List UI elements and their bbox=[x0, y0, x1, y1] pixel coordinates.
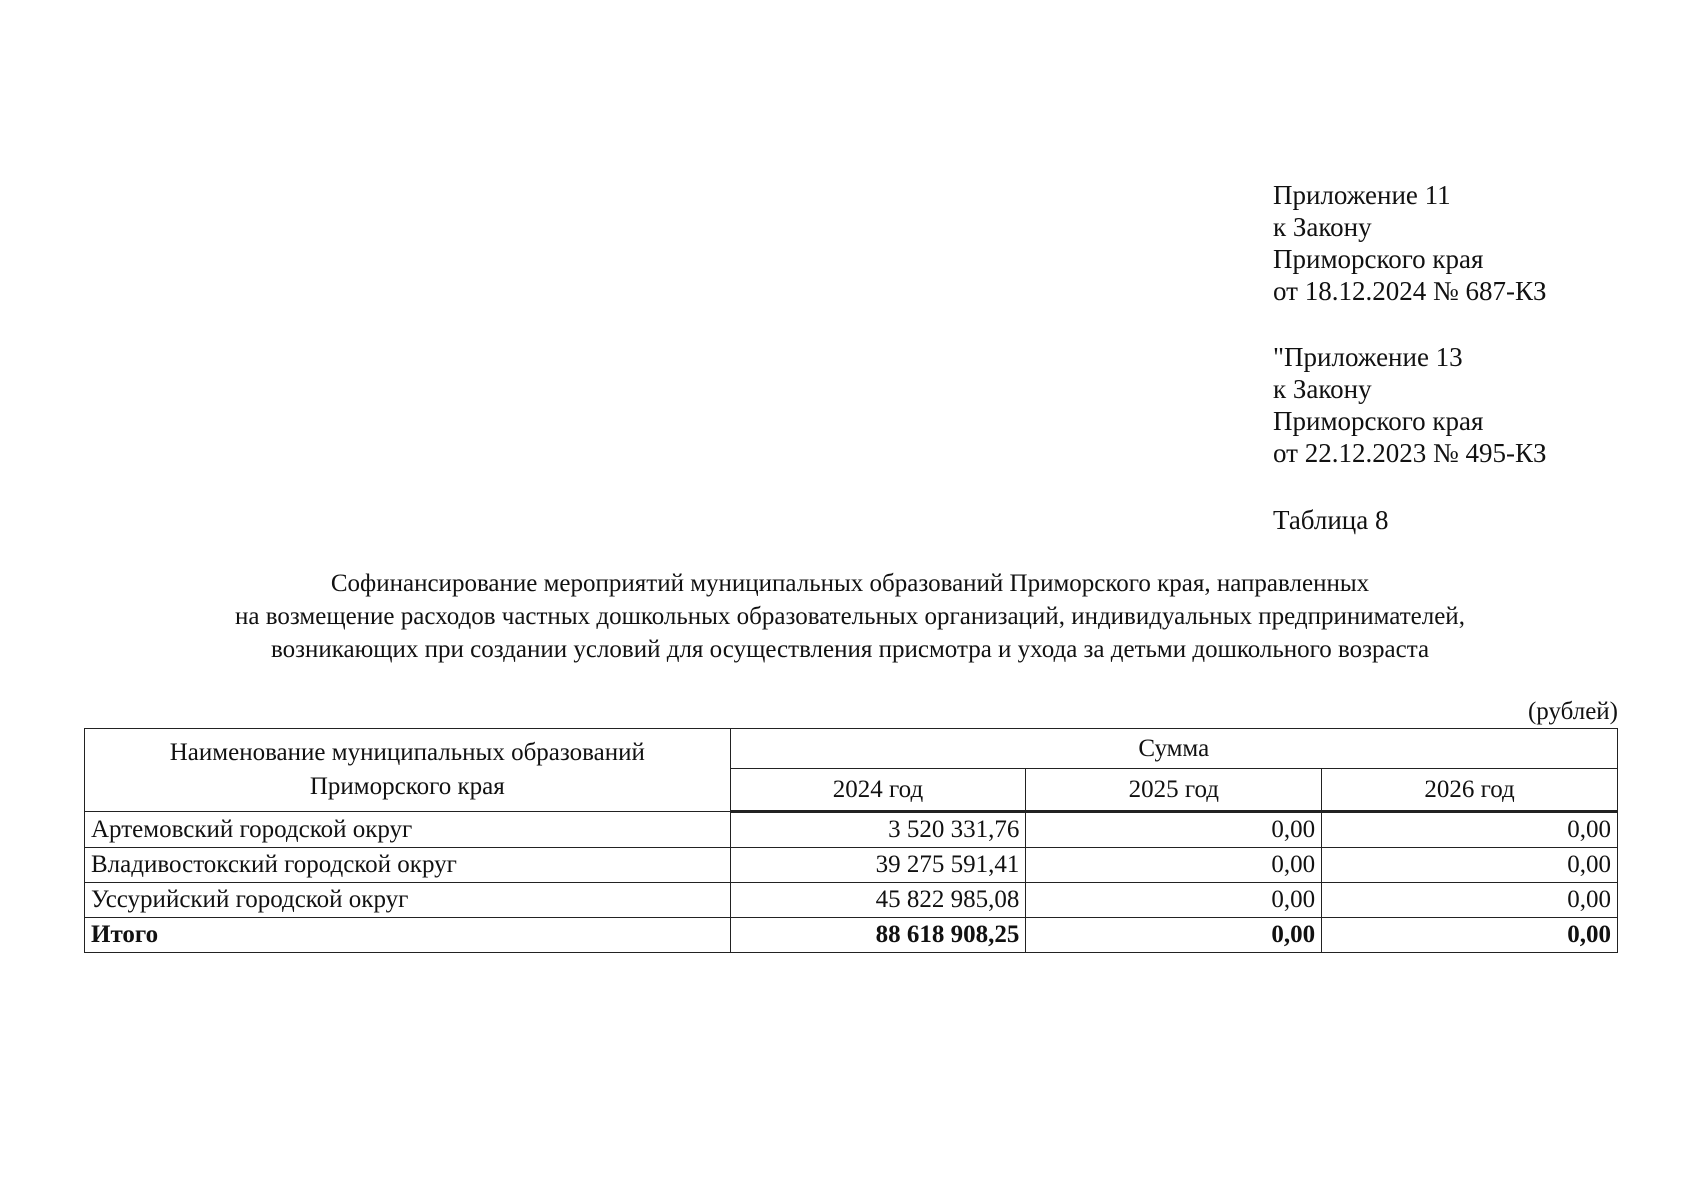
municipality-name: Уссурийский городской округ bbox=[85, 883, 731, 918]
title-line: на возмещение расходов частных дошкольных образовательных организаций, индивидуальных предпринимателей, bbox=[235, 603, 1465, 630]
appendix-reference-original bbox=[1273, 341, 1546, 469]
amount-2026: 0,00 bbox=[1322, 812, 1618, 848]
year-header-2025: 2025 год bbox=[1026, 769, 1322, 812]
municipality-name: Артемовский городской округ bbox=[85, 812, 731, 848]
total-2024: 88 618 908,25 bbox=[730, 918, 1026, 953]
appendix-reference-current bbox=[1273, 179, 1546, 307]
header-line: Приморского края bbox=[309, 773, 505, 800]
document-title bbox=[84, 567, 1616, 666]
appendix-line: Приморского края bbox=[1273, 244, 1484, 274]
funding-table bbox=[84, 728, 1618, 953]
units-label: (рублей) bbox=[1527, 698, 1618, 725]
municipality-column-header bbox=[85, 729, 731, 812]
title-line: возникающих при создании условий для осуществления присмотра и ухода за детьми дошкольного возраста bbox=[270, 636, 1430, 663]
table-row bbox=[85, 812, 1618, 848]
total-row bbox=[85, 918, 1618, 953]
municipality-name: Владивостокский городской округ bbox=[85, 848, 731, 883]
amount-2026: 0,00 bbox=[1322, 848, 1618, 883]
table-number: Таблица 8 bbox=[1273, 505, 1389, 535]
appendix-line: от 22.12.2023 № 495-КЗ bbox=[1273, 438, 1547, 468]
total-2026: 0,00 bbox=[1322, 918, 1618, 953]
amount-2024: 45 822 985,08 bbox=[730, 883, 1026, 918]
amount-2025: 0,00 bbox=[1026, 883, 1322, 918]
amount-2025: 0,00 bbox=[1026, 812, 1322, 848]
table-row bbox=[85, 848, 1618, 883]
appendix-line: к Закону bbox=[1273, 374, 1372, 404]
total-label: Итого bbox=[85, 918, 731, 953]
appendix-line: к Закону bbox=[1273, 212, 1372, 242]
appendix-line: от 18.12.2024 № 687-КЗ bbox=[1273, 276, 1547, 306]
year-header-2024: 2024 год bbox=[730, 769, 1026, 812]
sum-column-header: Сумма bbox=[730, 729, 1617, 769]
amount-2024: 39 275 591,41 bbox=[730, 848, 1026, 883]
year-header-2026: 2026 год bbox=[1322, 769, 1618, 812]
appendix-line: "Приложение 13 bbox=[1273, 342, 1463, 372]
total-2025: 0,00 bbox=[1026, 918, 1322, 953]
header-line: Наименование муниципальных образований bbox=[169, 739, 645, 766]
title-line: Софинансирование мероприятий муниципальных образований Приморского края, направленных bbox=[330, 570, 1370, 597]
amount-2024: 3 520 331,76 bbox=[730, 812, 1026, 848]
amount-2025: 0,00 bbox=[1026, 848, 1322, 883]
table-row bbox=[85, 883, 1618, 918]
amount-2026: 0,00 bbox=[1322, 883, 1618, 918]
appendix-line: Приложение 11 bbox=[1273, 180, 1451, 210]
appendix-line: Приморского края bbox=[1273, 406, 1484, 436]
